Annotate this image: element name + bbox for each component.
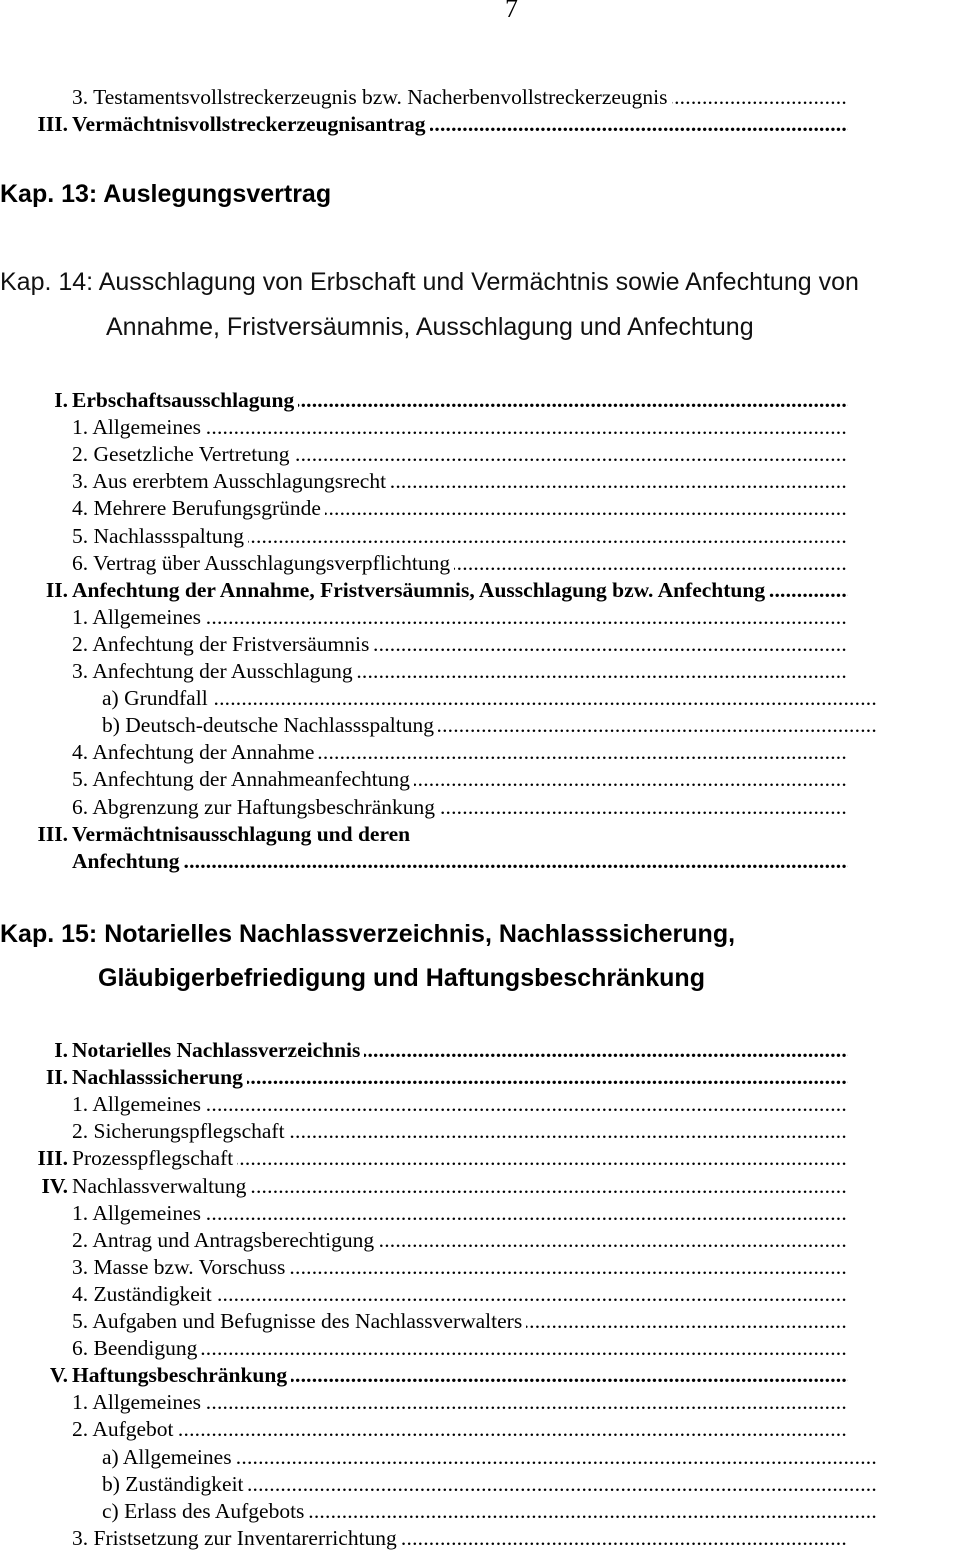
toc-row <box>0 1091 960 1118</box>
toc-entry-text: Prozesspflegschaft <box>72 1145 237 1172</box>
toc-entry-text: 4. Mehrere Berufungsgründe <box>72 495 325 522</box>
toc-entry-text: 2. Gesetzliche Vertretung <box>72 441 294 468</box>
toc-row <box>0 523 960 550</box>
toc-row <box>0 631 960 658</box>
toc-row <box>0 1281 960 1308</box>
toc-entry-text: a) Grundfall <box>102 685 212 712</box>
chapter-14-title-line1: Kap. 14: Ausschlagung von Erbschaft und Vermächtnis sowie Anfechtung von <box>0 268 859 296</box>
toc-entry-text: Anfechtung der Annahme, Fristversäumnis, Ausschlagung bzw. Anfechtung <box>72 577 769 604</box>
toc-row <box>0 1173 960 1200</box>
toc-row <box>0 84 960 111</box>
toc-row <box>0 1525 960 1552</box>
toc-entry-text: 3. Masse bzw. Vorschuss <box>72 1254 289 1281</box>
toc-entry-text: 1. Allgemeines <box>72 1200 205 1227</box>
toc-row <box>0 1227 960 1254</box>
toc-entry-text: 6. Beendigung <box>72 1335 201 1362</box>
toc-entry-text: Vermächtnisvollstreckerzeugnisantrag <box>72 111 430 138</box>
toc-entry-number: III. <box>37 112 68 136</box>
toc-entry-text: c) Erlass des Aufgebots <box>102 1498 308 1525</box>
toc-row <box>0 739 960 766</box>
toc-entry-text: 1. Allgemeines <box>72 1091 205 1118</box>
toc-entry-text: 5. Nachlassspaltung <box>72 523 248 550</box>
chapter-15-title-line2: Gläubigerbefriedigung und Haftungsbeschränkung <box>98 964 705 992</box>
toc-row <box>0 1444 960 1471</box>
toc-row <box>0 1118 960 1145</box>
toc-entry-text: b) Deutsch-deutsche Nachlassspaltung <box>102 712 438 739</box>
toc-entry-text: 2. Anfechtung der Fristversäumnis <box>72 631 373 658</box>
toc-row <box>0 111 960 138</box>
toc-row <box>0 766 960 793</box>
toc-row <box>0 1335 960 1362</box>
toc-row <box>0 794 960 821</box>
chapter-13-title: Kap. 13: Auslegungsvertrag <box>0 180 332 208</box>
toc-row <box>0 1498 960 1525</box>
chapter-14-title-line2: Annahme, Fristversäumnis, Ausschlagung und Anfechtung <box>106 313 754 341</box>
toc-entry-text: b) Zuständigkeit <box>102 1471 248 1498</box>
toc-entry-text: Erbschaftsausschlagung <box>72 387 298 414</box>
toc-entry-text: Nachlasssicherung <box>72 1064 247 1091</box>
toc-row <box>0 1064 960 1091</box>
toc-row <box>0 1389 960 1416</box>
toc-row <box>0 550 960 577</box>
toc-row <box>0 848 960 875</box>
toc-entry-text: a) Allgemeines <box>102 1444 236 1471</box>
toc-entry-text: 4. Anfechtung der Annahme <box>72 739 318 766</box>
toc-entry-number: II. <box>45 577 68 602</box>
toc-row <box>0 1362 960 1389</box>
chapter-15-title-line1: Kap. 15: Notarielles Nachlassverzeichnis, Nachlasssicherung, <box>0 920 736 948</box>
toc-entry-text: 3. Anfechtung der Ausschlagung <box>72 658 357 685</box>
toc-row <box>0 495 960 522</box>
toc-row <box>0 821 960 848</box>
toc-entry-text: 5. Anfechtung der Annahmeanfechtung <box>72 766 414 793</box>
toc-entry-text: Anfechtung <box>72 848 184 875</box>
toc-row <box>0 1145 960 1172</box>
toc-entry-text: 1. Allgemeines <box>72 1389 205 1416</box>
toc-row <box>0 1254 960 1281</box>
toc-entry-text: 1. Allgemeines <box>72 414 205 441</box>
toc-entry-number: V. <box>49 1363 68 1388</box>
toc-row <box>0 1416 960 1443</box>
toc-entry-text: 5. Aufgaben und Befugnisse des Nachlassverwalters <box>72 1308 526 1335</box>
toc-entry-text: 3. Fristsetzung zur Inventarerrichtung <box>72 1525 401 1552</box>
toc-entry-number: I. <box>54 388 68 412</box>
toc-entry-text: Notarielles Nachlassverzeichnis <box>72 1037 364 1064</box>
toc-entry-text: 1. Allgemeines <box>72 604 205 631</box>
toc-row <box>0 685 960 712</box>
toc-row <box>0 468 960 495</box>
page-number: 7 <box>505 0 518 23</box>
toc-row <box>0 387 960 414</box>
toc-entry-text: 6. Abgrenzung zur Haftungsbeschränkung <box>72 794 439 821</box>
toc-entry-text: 4. Zuständigkeit <box>72 1281 216 1308</box>
toc-row <box>0 712 960 739</box>
toc-row <box>0 577 960 604</box>
toc-entry-text: 2. Aufgebot <box>72 1416 178 1443</box>
toc-row <box>0 441 960 468</box>
toc-entry-text: 3. Aus ererbtem Ausschlagungsrecht <box>72 468 390 495</box>
toc-entry-text: Nachlassverwaltung <box>72 1173 250 1200</box>
toc-row <box>0 1471 960 1498</box>
toc-entry-number: III. <box>37 821 68 846</box>
toc-row <box>0 1308 960 1335</box>
toc-entry-number: II. <box>45 1065 68 1090</box>
toc-entry-text: Vermächtnisausschlagung und deren <box>72 821 414 848</box>
toc-row <box>0 414 960 441</box>
toc-row <box>0 604 960 631</box>
toc-row <box>0 1037 960 1064</box>
toc-entry-text: 3. Testamentsvollstreckerzeugnis bzw. Nacherbenvollstreckerzeugnis <box>72 84 672 111</box>
toc-entry-text: 6. Vertrag über Ausschlagungsverpflichtung <box>72 550 454 577</box>
toc-entry-text: 2. Sicherungspflegschaft <box>72 1118 289 1145</box>
toc-entry-text: Haftungsbeschränkung <box>72 1362 291 1389</box>
toc-entry-number: III. <box>37 1146 68 1171</box>
toc-entry-number: I. <box>54 1038 68 1062</box>
toc-row <box>0 658 960 685</box>
toc-entry-number: IV. <box>41 1173 68 1198</box>
toc-row <box>0 1200 960 1227</box>
toc-entry-text: 2. Antrag und Antragsberechtigung <box>72 1227 378 1254</box>
